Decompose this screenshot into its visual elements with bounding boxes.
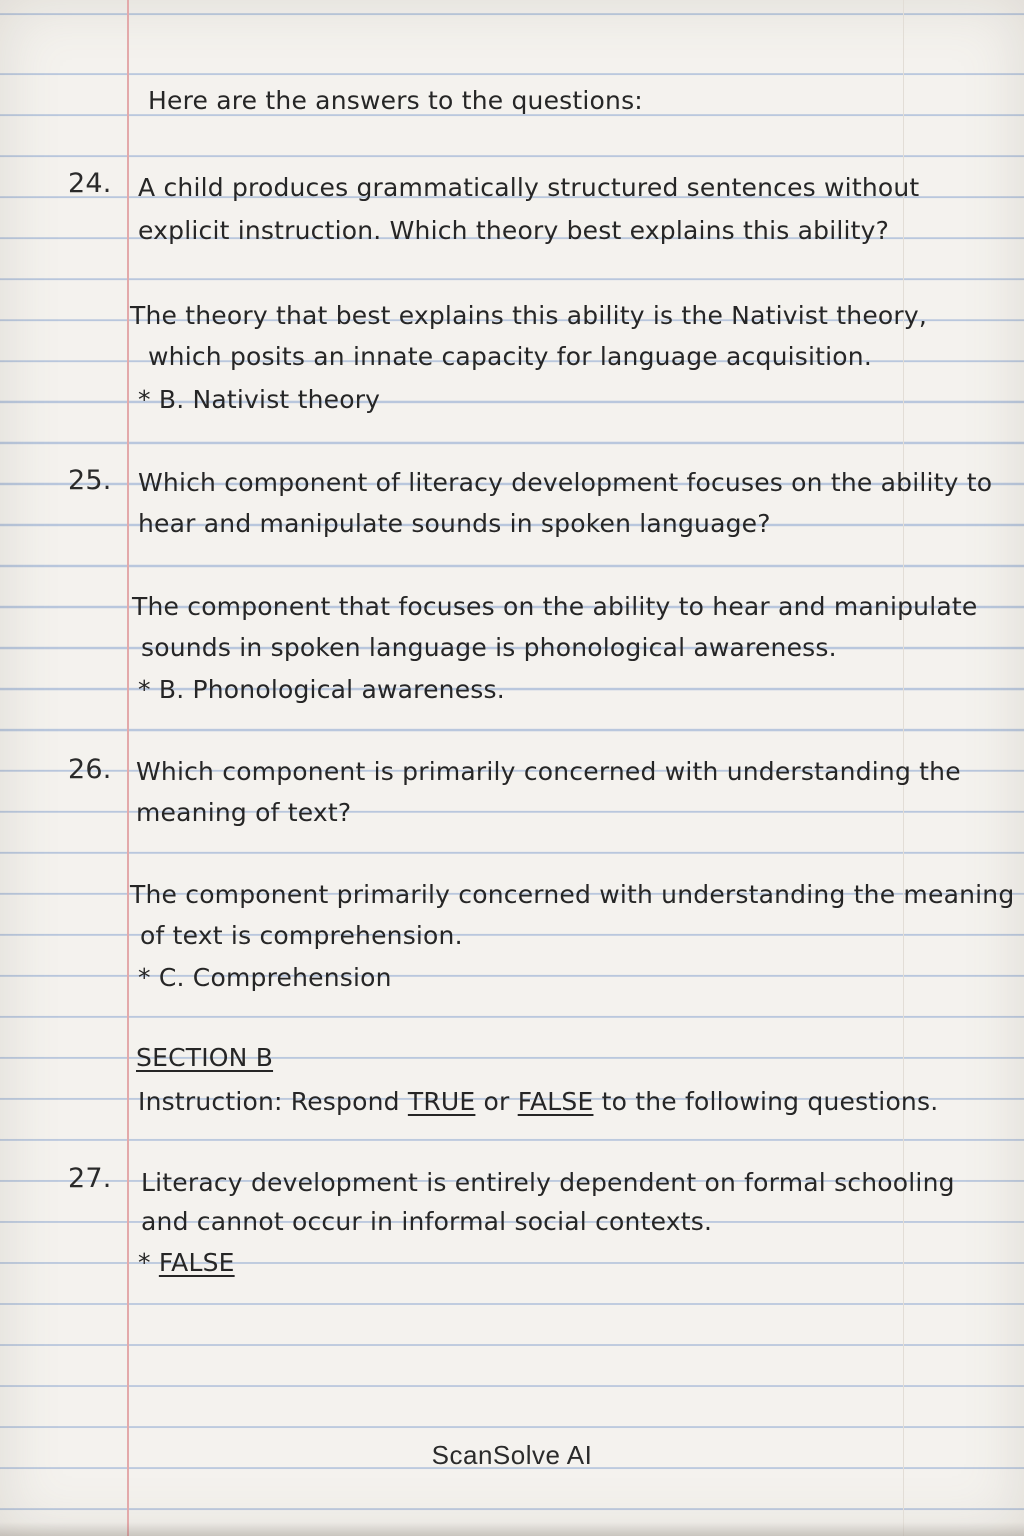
answer-26-line-2: of text is comprehension. xyxy=(140,921,463,950)
question-25-line-1: Which component of literacy development focuses on the ability to xyxy=(138,468,993,497)
instruction-or: or xyxy=(475,1087,518,1116)
question-26-line-2: meaning of text? xyxy=(136,798,352,827)
answer-24-line-2: which posits an innate capacity for language acquisition. xyxy=(148,342,872,371)
answer-27-value: FALSE xyxy=(158,1248,235,1277)
instruction-true: TRUE xyxy=(407,1087,476,1116)
question-25-line-2: hear and manipulate sounds in spoken language? xyxy=(138,509,771,538)
answer-24-line-1: The theory that best explains this ability is the Nativist theory, xyxy=(130,301,928,330)
answer-26-line-1: The component primarily concerned with understanding the meaning xyxy=(130,880,1015,909)
statement-27-line-2: and cannot occur in informal social contexts. xyxy=(141,1207,713,1236)
question-24-line-1: A child produces grammatically structured sentences without xyxy=(138,173,920,202)
question-number-27: 27. xyxy=(68,1163,112,1194)
answer-25-line-1: The component that focuses on the ability to hear and manipulate xyxy=(132,592,978,621)
choice-26: * C. Comprehension xyxy=(138,963,392,992)
section-b-heading: SECTION B xyxy=(136,1043,274,1072)
brand-watermark: ScanSolve AI xyxy=(431,1440,593,1470)
instruction-false: FALSE xyxy=(517,1087,594,1116)
question-number-25: 25. xyxy=(68,465,112,496)
section-b-instruction xyxy=(138,1081,938,1122)
choice-25: * B. Phonological awareness. xyxy=(138,675,505,704)
answer-25-line-2: sounds in spoken language is phonological awareness. xyxy=(141,633,837,662)
statement-27-line-1: Literacy development is entirely dependent on formal schooling xyxy=(141,1168,955,1197)
question-26-line-1: Which component is primarily concerned with understanding the xyxy=(136,757,961,786)
question-number-24: 24. xyxy=(68,168,112,199)
choice-24: * B. Nativist theory xyxy=(138,385,381,414)
question-number-26: 26. xyxy=(68,754,112,785)
answer-27-star: * xyxy=(138,1248,159,1277)
intro-text: Here are the answers to the questions: xyxy=(148,86,643,115)
question-24-line-2: explicit instruction. Which theory best explains this ability? xyxy=(138,216,890,245)
margin-line xyxy=(127,0,129,1536)
answer-27 xyxy=(138,1242,235,1283)
instruction-prefix: Instruction: Respond xyxy=(138,1087,408,1116)
page-bottom-shadow xyxy=(0,1522,1024,1536)
instruction-suffix: to the following questions. xyxy=(593,1087,939,1116)
